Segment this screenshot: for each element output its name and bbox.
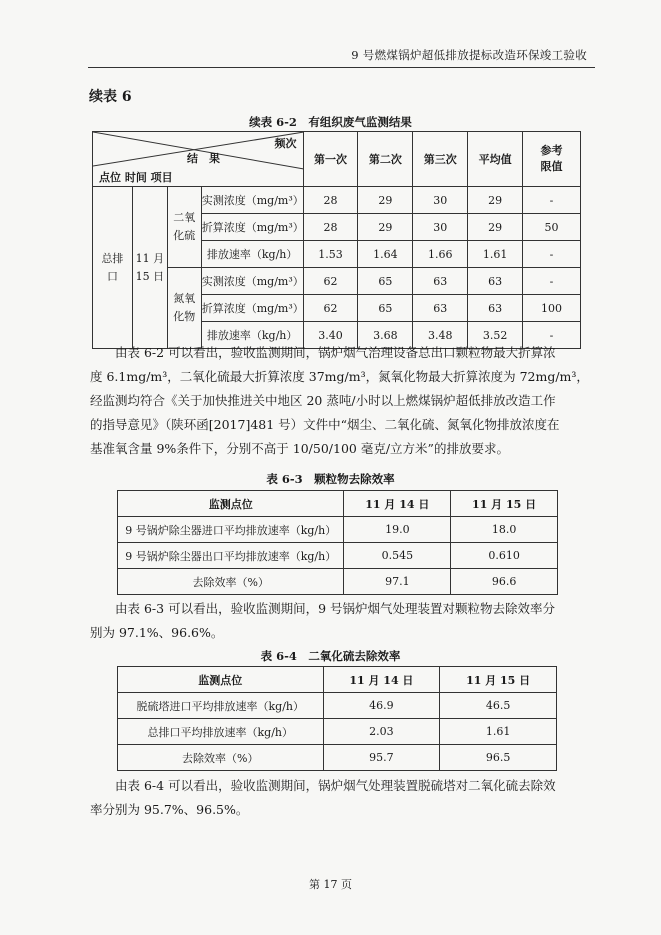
value-cell: 29: [358, 187, 413, 214]
pollutant-nox: 氮氧 化物: [167, 268, 201, 349]
table-cell: 脱硫塔进口平均排放速率（kg/h）: [118, 693, 324, 719]
value-cell: 3.40: [303, 322, 358, 349]
page-number: 第 17 页: [309, 878, 352, 891]
col-head-1: 第一次: [303, 132, 358, 187]
value-cell: 1.53: [303, 241, 358, 268]
table-cell: 18.0: [451, 517, 558, 543]
para-line: 率分别为 95.7%、96.5%。: [90, 802, 249, 817]
value-cell: 1.66: [413, 241, 468, 268]
value-cell: 3.48: [413, 322, 468, 349]
value-cell: 65: [358, 268, 413, 295]
table-cell: 去除效率（%）: [118, 569, 344, 595]
value-cell: 63: [413, 295, 468, 322]
table-6-4-caption: 表 6-4 二氧化硫去除效率: [260, 649, 401, 663]
table-header-cell: 11 月 15 日: [451, 491, 558, 517]
header-rule: [88, 67, 595, 68]
table-6-3: [117, 490, 558, 595]
item-cell: 折算浓度（mg/m³）: [201, 295, 303, 322]
diag-freq-label: 频次: [274, 137, 297, 150]
value-cell: 29: [358, 214, 413, 241]
value-cell: -: [523, 187, 581, 214]
table-cell: 97.1: [344, 569, 451, 595]
pollutant-so2: 二氧 化硫: [167, 187, 201, 268]
table-cell: 2.03: [323, 719, 440, 745]
para-line: 由表 6-3 可以看出，验收监测期间，9 号锅炉烟气处理装置对颗粒物去除效率分: [115, 601, 556, 616]
value-cell: 30: [413, 214, 468, 241]
table-header-cell: 监测点位: [118, 667, 324, 693]
value-cell: 30: [413, 187, 468, 214]
table-cell: 9 号锅炉除尘器进口平均排放速率（kg/h）: [118, 517, 344, 543]
col-head-avg: 平均值: [468, 132, 523, 187]
point-cell: 总排 口: [93, 187, 133, 349]
value-cell: 62: [303, 295, 358, 322]
value-cell: 65: [358, 295, 413, 322]
item-cell: 排放速率（kg/h）: [201, 241, 303, 268]
value-cell: 100: [523, 295, 581, 322]
value-cell: -: [523, 241, 581, 268]
para-line: 别为 97.1%、96.6%。: [90, 625, 224, 640]
table-cell: 0.545: [344, 543, 451, 569]
value-cell: 3.52: [468, 322, 523, 349]
value-cell: 63: [468, 268, 523, 295]
value-cell: 28: [303, 214, 358, 241]
col-head-limit: 参考 限值: [523, 132, 581, 187]
para-line: 由表 6-2 可以看出，验收监测期间，锅炉烟气治理设备总出口颗粒物最大折算浓: [115, 345, 556, 360]
table-cell: 0.610: [451, 543, 558, 569]
table-cell: 19.0: [344, 517, 451, 543]
col-head-3: 第三次: [413, 132, 468, 187]
item-cell: 排放速率（kg/h）: [201, 322, 303, 349]
value-cell: 29: [468, 214, 523, 241]
value-cell: 62: [303, 268, 358, 295]
table-cell: 46.5: [440, 693, 557, 719]
value-cell: 1.61: [468, 241, 523, 268]
table-cell: 总排口平均排放速率（kg/h）: [118, 719, 324, 745]
para-line: 经监测均符合《关于加快推进关中地区 20 蒸吨/小时以上燃煤锅炉超低排放改造工作: [90, 393, 556, 408]
diag-position-label: 点位 时间 项目: [99, 171, 173, 184]
value-cell: 50: [523, 214, 581, 241]
item-cell: 实测浓度（mg/m³）: [201, 268, 303, 295]
value-cell: 29: [468, 187, 523, 214]
col-head-2: 第二次: [358, 132, 413, 187]
value-cell: 3.68: [358, 322, 413, 349]
table-6-2-caption: 续表 6-2 有组织废气监测结果: [249, 115, 412, 129]
table-cell: 去除效率（%）: [118, 745, 324, 771]
item-cell: 实测浓度（mg/m³）: [201, 187, 303, 214]
value-cell: 1.64: [358, 241, 413, 268]
table-header-cell: 11 月 15 日: [440, 667, 557, 693]
table-header-cell: 11 月 14 日: [344, 491, 451, 517]
table-header-cell: 11 月 14 日: [323, 667, 440, 693]
paragraph-6-4-analysis: [90, 774, 590, 822]
table-cell: 46.9: [323, 693, 440, 719]
value-cell: -: [523, 322, 581, 349]
value-cell: -: [523, 268, 581, 295]
para-line: 由表 6-4 可以看出，验收监测期间，锅炉烟气处理装置脱硫塔对二氧化硫去除效: [115, 778, 556, 793]
diag-result-label: 结 果: [187, 152, 220, 165]
para-line: 基准氧含量 9%条件下，分别不高于 10/50/100 毫克/立方米”的排放要求。: [90, 441, 509, 456]
table-cell: 1.61: [440, 719, 557, 745]
para-line: 度 6.1mg/m³，二氧化硫最大折算浓度 37mg/m³，氮氧化物最大折算浓度为 72mg/m³，: [90, 369, 589, 384]
table-6-4: [117, 666, 557, 771]
table-header-cell: 监测点位: [118, 491, 344, 517]
date-cell: 11 月 15 日: [132, 187, 167, 349]
table-cell: 9 号锅炉除尘器出口平均排放速率（kg/h）: [118, 543, 344, 569]
table-cell: 96.6: [451, 569, 558, 595]
value-cell: 63: [468, 295, 523, 322]
table-6-3-caption: 表 6-3 颗粒物去除效率: [266, 472, 395, 486]
running-header: 9 号燃煤锅炉超低排放提标改造环保竣工验收: [351, 48, 587, 62]
table-6-2: [92, 131, 581, 349]
section-label: 续表 6: [89, 89, 132, 105]
value-cell: 63: [413, 268, 468, 295]
value-cell: 28: [303, 187, 358, 214]
table-cell: 96.5: [440, 745, 557, 771]
para-line: 的指导意见》（陕环函[2017]481 号）文件中“烟尘、二氧化硫、氮氧化物排放浓度在: [90, 417, 560, 432]
paragraph-6-3-analysis: [90, 597, 590, 645]
paragraph-6-2-analysis: [90, 341, 590, 461]
diagonal-header-cell: [93, 132, 304, 187]
item-cell: 折算浓度（mg/m³）: [201, 214, 303, 241]
table-cell: 95.7: [323, 745, 440, 771]
